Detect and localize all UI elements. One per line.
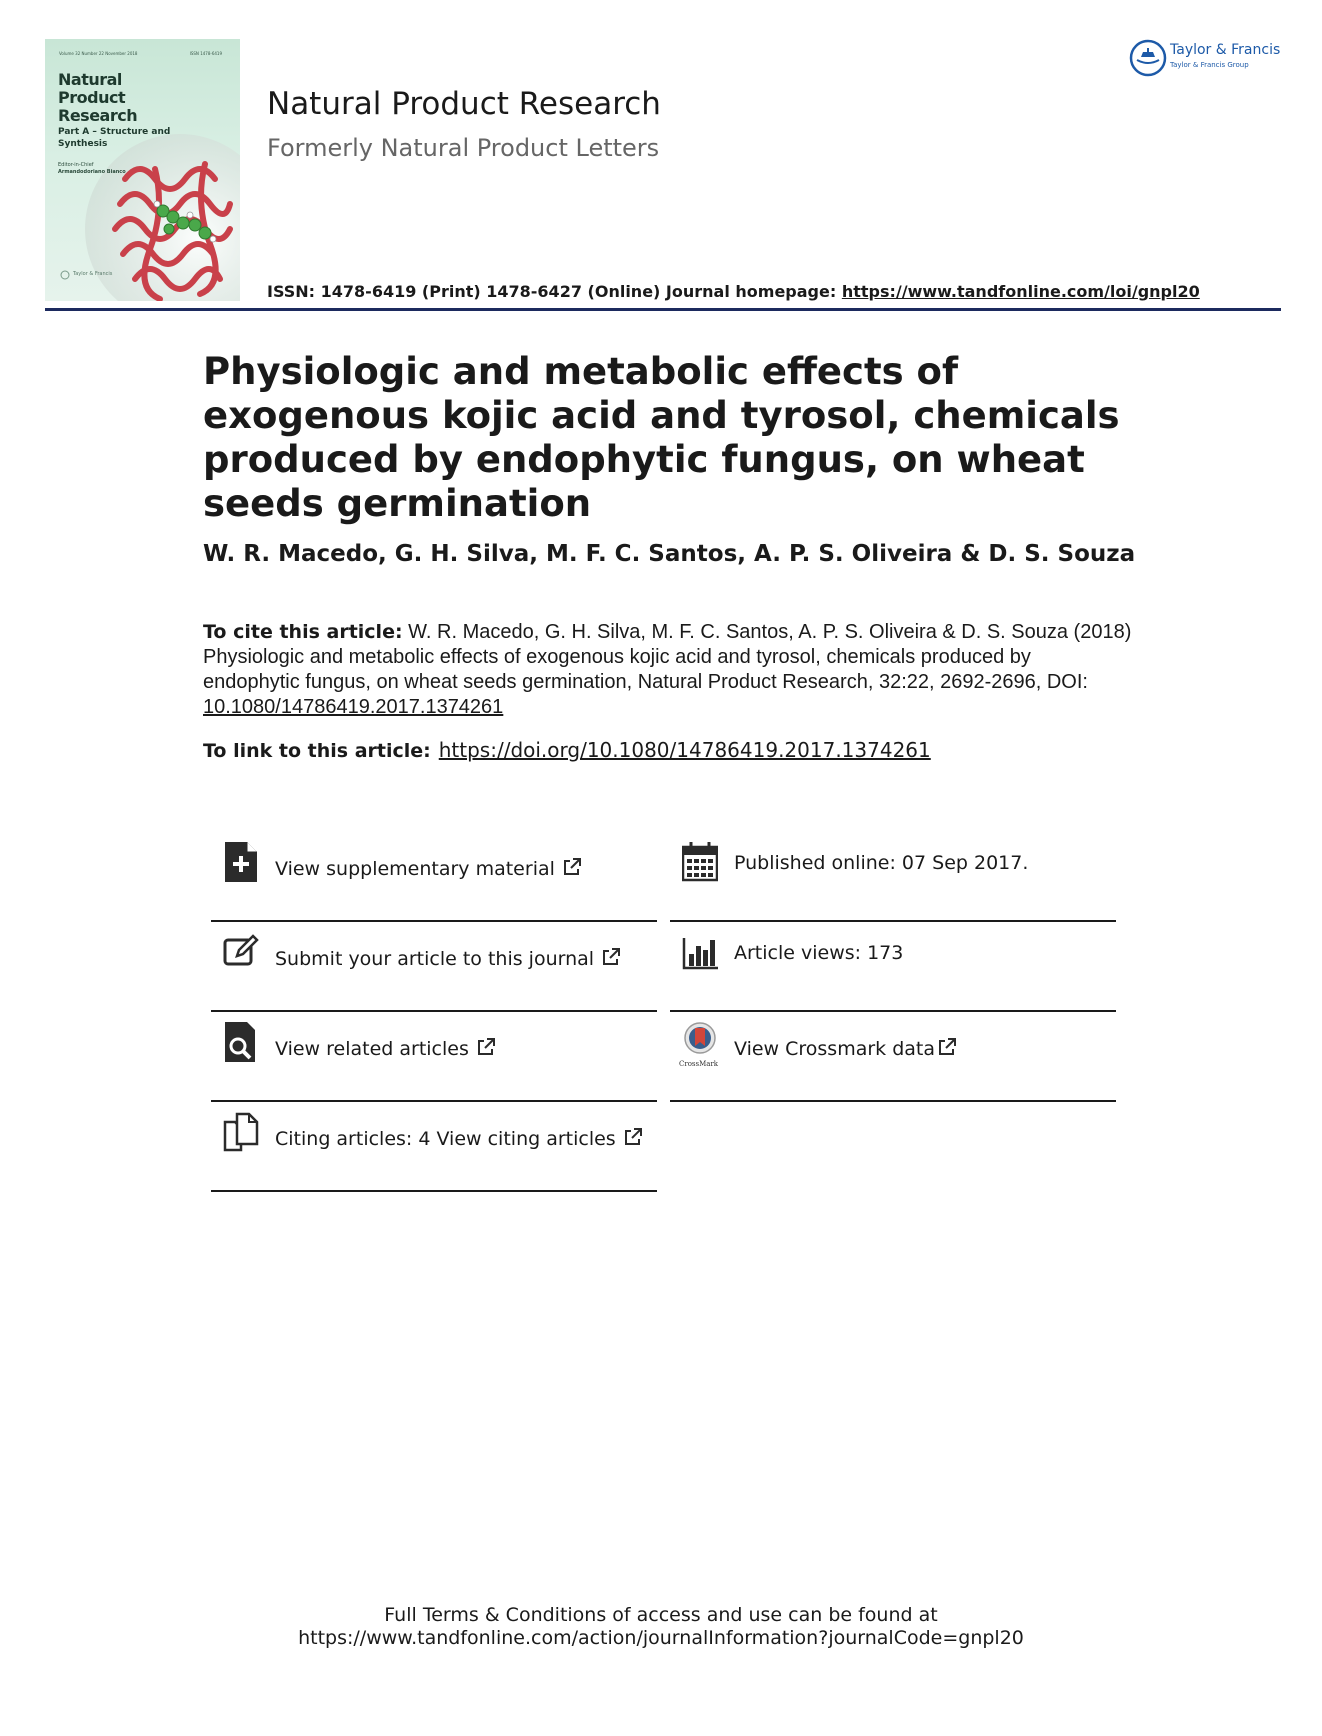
citing-articles-row[interactable] xyxy=(211,1112,657,1200)
article-title: Physiologic and metabolic effects of exogenous kojic acid and tyrosol, chemicals produced by endophytic fungus, on wheat seeds germination xyxy=(203,350,1120,525)
article-authors: W. R. Macedo, G. H. Silva, M. F. C. Santos, A. P. S. Oliveira & D. S. Souza xyxy=(203,541,1136,567)
crossmark-icon xyxy=(682,1022,718,1062)
journal-former-name: Formerly Natural Product Letters xyxy=(267,134,660,162)
row-divider xyxy=(211,1010,657,1012)
journal-title: Natural Product Research xyxy=(267,86,661,122)
footer-terms-url[interactable]: https://www.tandfonline.com/action/journalInformation?journalCode=gnpl20 xyxy=(298,1627,1024,1649)
related-articles-link[interactable]: View related articles xyxy=(275,1038,469,1060)
supplementary-material-row[interactable] xyxy=(211,842,657,930)
copy-documents-icon xyxy=(223,1112,259,1152)
journal-homepage-link[interactable]: https://www.tandfonline.com/loi/gnpl20 xyxy=(841,282,1200,301)
external-link-icon xyxy=(477,1038,495,1056)
cover-volume-line: Volume 32 Number 22 November 2018 xyxy=(59,51,138,56)
supplementary-material-link[interactable]: View supplementary material xyxy=(275,858,555,880)
cover-publisher: Taylor & Francis xyxy=(73,271,113,277)
related-articles-row[interactable] xyxy=(211,1022,657,1110)
crossmark-row[interactable] xyxy=(670,1022,1116,1110)
citation-label: To cite this article: xyxy=(203,621,403,643)
row-divider xyxy=(670,1100,1116,1102)
edit-icon xyxy=(223,932,259,972)
external-link-icon xyxy=(938,1038,956,1056)
footer-terms-text: Full Terms & Conditions of access and use can be found at xyxy=(384,1604,938,1626)
external-link-icon xyxy=(563,858,581,876)
article-views-count: Article views: 173 xyxy=(734,942,904,964)
external-link-icon xyxy=(602,948,620,966)
citing-articles-link[interactable]: Citing articles: 4 View citing articles xyxy=(275,1128,616,1150)
article-link-label: To link to this article: xyxy=(203,740,431,762)
article-doi-url[interactable]: https://doi.org/10.1080/14786419.2017.1374261 xyxy=(438,738,931,762)
citation-text: W. R. Macedo, G. H. Silva, M. F. C. Santos, A. P. S. Oliveira & D. S. Souza (2018) Physiologic and metabolic effects of exogenous kojic acid and tyrosol, chemicals produced by endophytic fungus, on wheat seeds germination, Natural Product Research, 32:22, 2692-2696, DOI: xyxy=(203,621,1132,693)
published-online-date: Published online: 07 Sep 2017. xyxy=(734,852,1029,874)
document-search-icon xyxy=(223,1022,259,1062)
publisher-name: Taylor & Francis xyxy=(1170,42,1281,58)
issn-line xyxy=(267,282,1200,301)
journal-cover-image xyxy=(45,39,240,301)
bar-chart-icon xyxy=(682,932,718,972)
publisher-group: Taylor & Francis Group xyxy=(1170,61,1249,69)
submit-article-link[interactable]: Submit your article to this journal xyxy=(275,948,595,970)
row-divider xyxy=(211,1190,657,1192)
cover-part: Part A – Structure and Synthesis xyxy=(58,127,171,149)
external-link-icon xyxy=(624,1128,642,1146)
published-online-row xyxy=(670,842,1116,930)
header-divider xyxy=(45,308,1281,311)
cover-editor xyxy=(58,162,138,176)
cover-issn: ISSN 1478-6419 xyxy=(189,51,222,56)
cover-editor-label: Editor-in-Chief xyxy=(58,162,94,168)
crossmark-badge-label: CrossMark xyxy=(679,1060,719,1068)
row-divider xyxy=(670,920,1116,922)
publisher-logo xyxy=(1128,38,1288,78)
citation-doi-link[interactable]: 10.1080/14786419.2017.1374261 xyxy=(203,696,504,718)
row-divider xyxy=(211,920,657,922)
calendar-icon xyxy=(682,842,718,882)
citation-block xyxy=(203,620,1133,720)
cover-title: Natural Product Research xyxy=(58,70,138,125)
footer xyxy=(0,1604,1322,1650)
row-divider xyxy=(211,1100,657,1102)
publisher-logo-icon xyxy=(1128,38,1168,78)
submit-article-row[interactable] xyxy=(211,932,657,1020)
article-link-block xyxy=(203,738,931,762)
issn-text: ISSN: 1478-6419 (Print) 1478-6427 (Online) Journal homepage: xyxy=(267,282,842,301)
row-divider xyxy=(670,1010,1116,1012)
crossmark-link[interactable]: View Crossmark data xyxy=(734,1038,936,1060)
article-views-row xyxy=(670,932,1116,1020)
cover-editor-name: Armandodoriano Bianco xyxy=(58,169,126,175)
file-plus-icon xyxy=(223,842,259,882)
